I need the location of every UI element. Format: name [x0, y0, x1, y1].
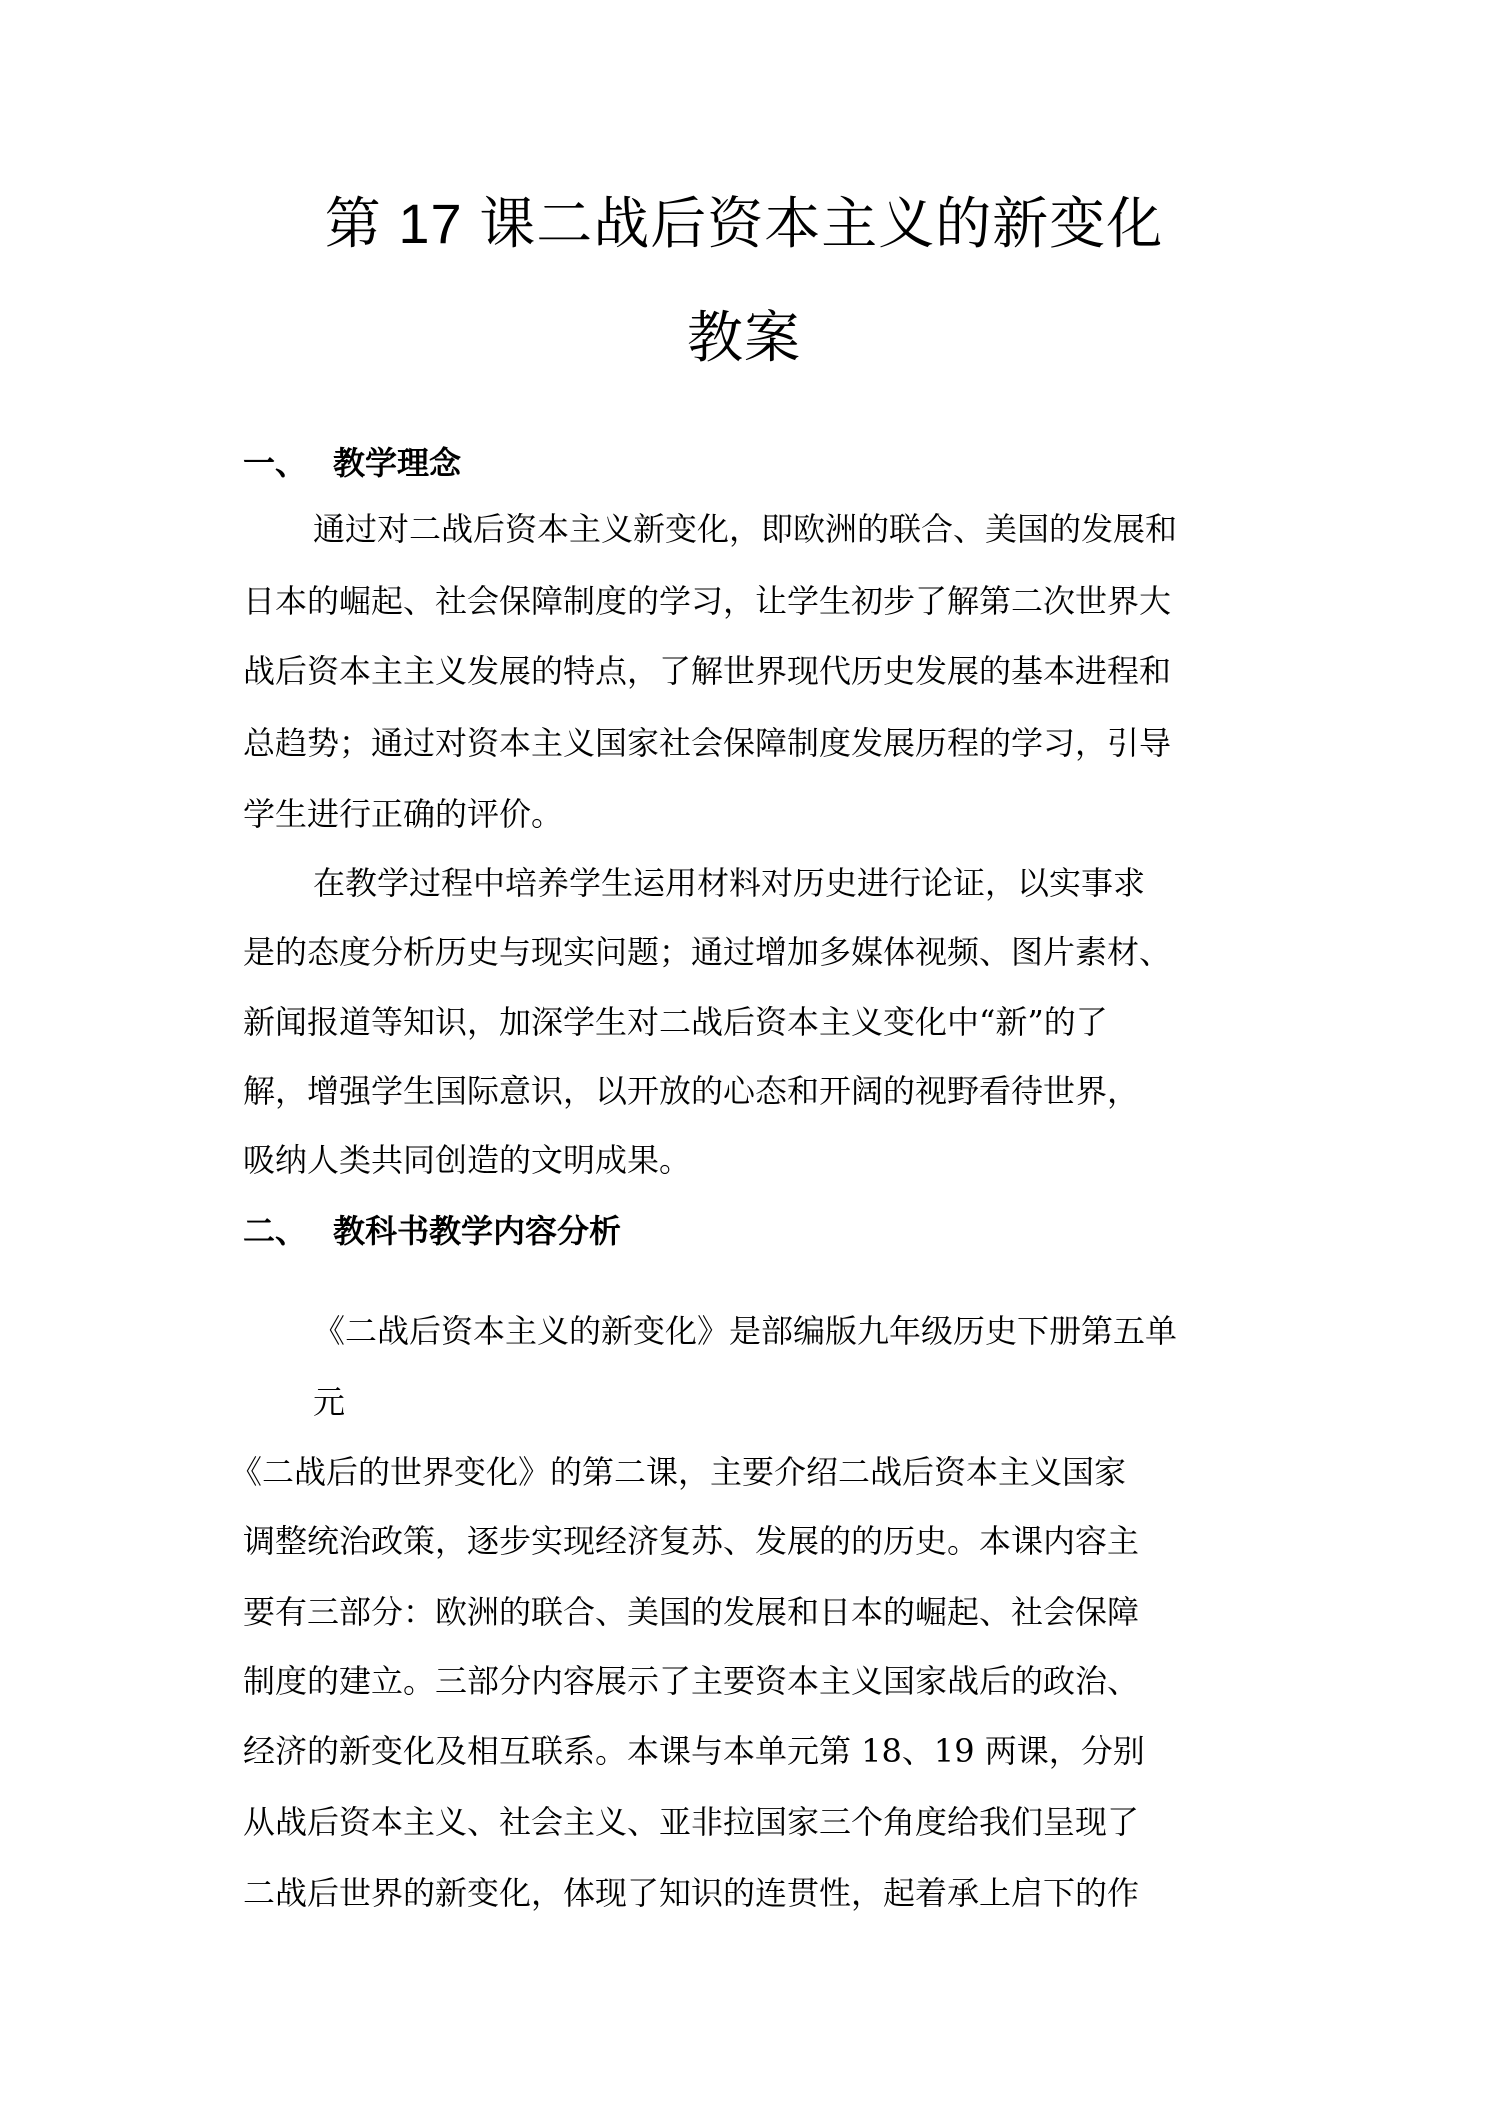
text-line: 总趋势；通过对资本主义国家社会保障制度发展历程的学习，引导: [243, 724, 1172, 762]
text-line: 吸纳人类共同创造的文明成果。: [243, 1141, 692, 1179]
text-line: 新闻报道等知识，加深学生对二战后资本主义变化中“新”的了: [243, 1003, 1108, 1041]
text-line: 二战后世界的新变化，体现了知识的连贯性，起着承上启下的作: [243, 1874, 1140, 1912]
text-line: 战后资本主主义发展的特点，了解世界现代历史发展的基本进程和: [243, 652, 1172, 690]
text-line: 《二战后的世界变化》的第二课，主要介绍二战后资本主义国家: [230, 1453, 1127, 1491]
text-line: 学生进行正确的评价。: [243, 795, 564, 833]
section-heading-2: [243, 1215, 621, 1247]
section-number: 一、: [243, 445, 308, 481]
text-line: 解，增强学生国际意识，以开放的心态和开阔的视野看待世界，: [243, 1072, 1140, 1110]
section-title: 教学理念: [333, 445, 462, 481]
text-line: 日本的崛起、社会保障制度的学习，让学生初步了解第二次世界大: [243, 582, 1172, 620]
text-line: 调整统治政策，逐步实现经济复苏、发展的的历史。本课内容主: [243, 1522, 1140, 1560]
section-title: 教科书教学内容分析: [333, 1213, 622, 1249]
document-title: 第 17 课二战后资本主义的新变化: [324, 192, 1164, 255]
section-number: 二、: [243, 1213, 308, 1249]
text-line: 通过对二战后资本主义新变化，即欧洲的联合、美国的发展和: [313, 510, 1178, 548]
text-line: 要有三部分：欧洲的联合、美国的发展和日本的崛起、社会保障: [243, 1593, 1140, 1631]
text-line: 经济的新变化及相互联系。本课与本单元第 18、19 两课，分别: [243, 1732, 1145, 1770]
text-line: 元: [313, 1383, 346, 1421]
text-line: 是的态度分析历史与现实问题；通过增加多媒体视频、图片素材、: [243, 933, 1172, 971]
text-line: 从战后资本主义、社会主义、亚非拉国家三个角度给我们呈现了: [243, 1803, 1140, 1841]
text-line: 制度的建立。三部分内容展示了主要资本主义国家战后的政治、: [243, 1662, 1140, 1700]
text-line: 《二战后资本主义的新变化》是部编版九年级历史下册第五单: [313, 1312, 1178, 1350]
document-subtitle: 教案: [687, 306, 801, 369]
section-heading-1: [243, 447, 461, 479]
text-line: 在教学过程中培养学生运用材料对历史进行论证，以实事求: [313, 864, 1146, 902]
